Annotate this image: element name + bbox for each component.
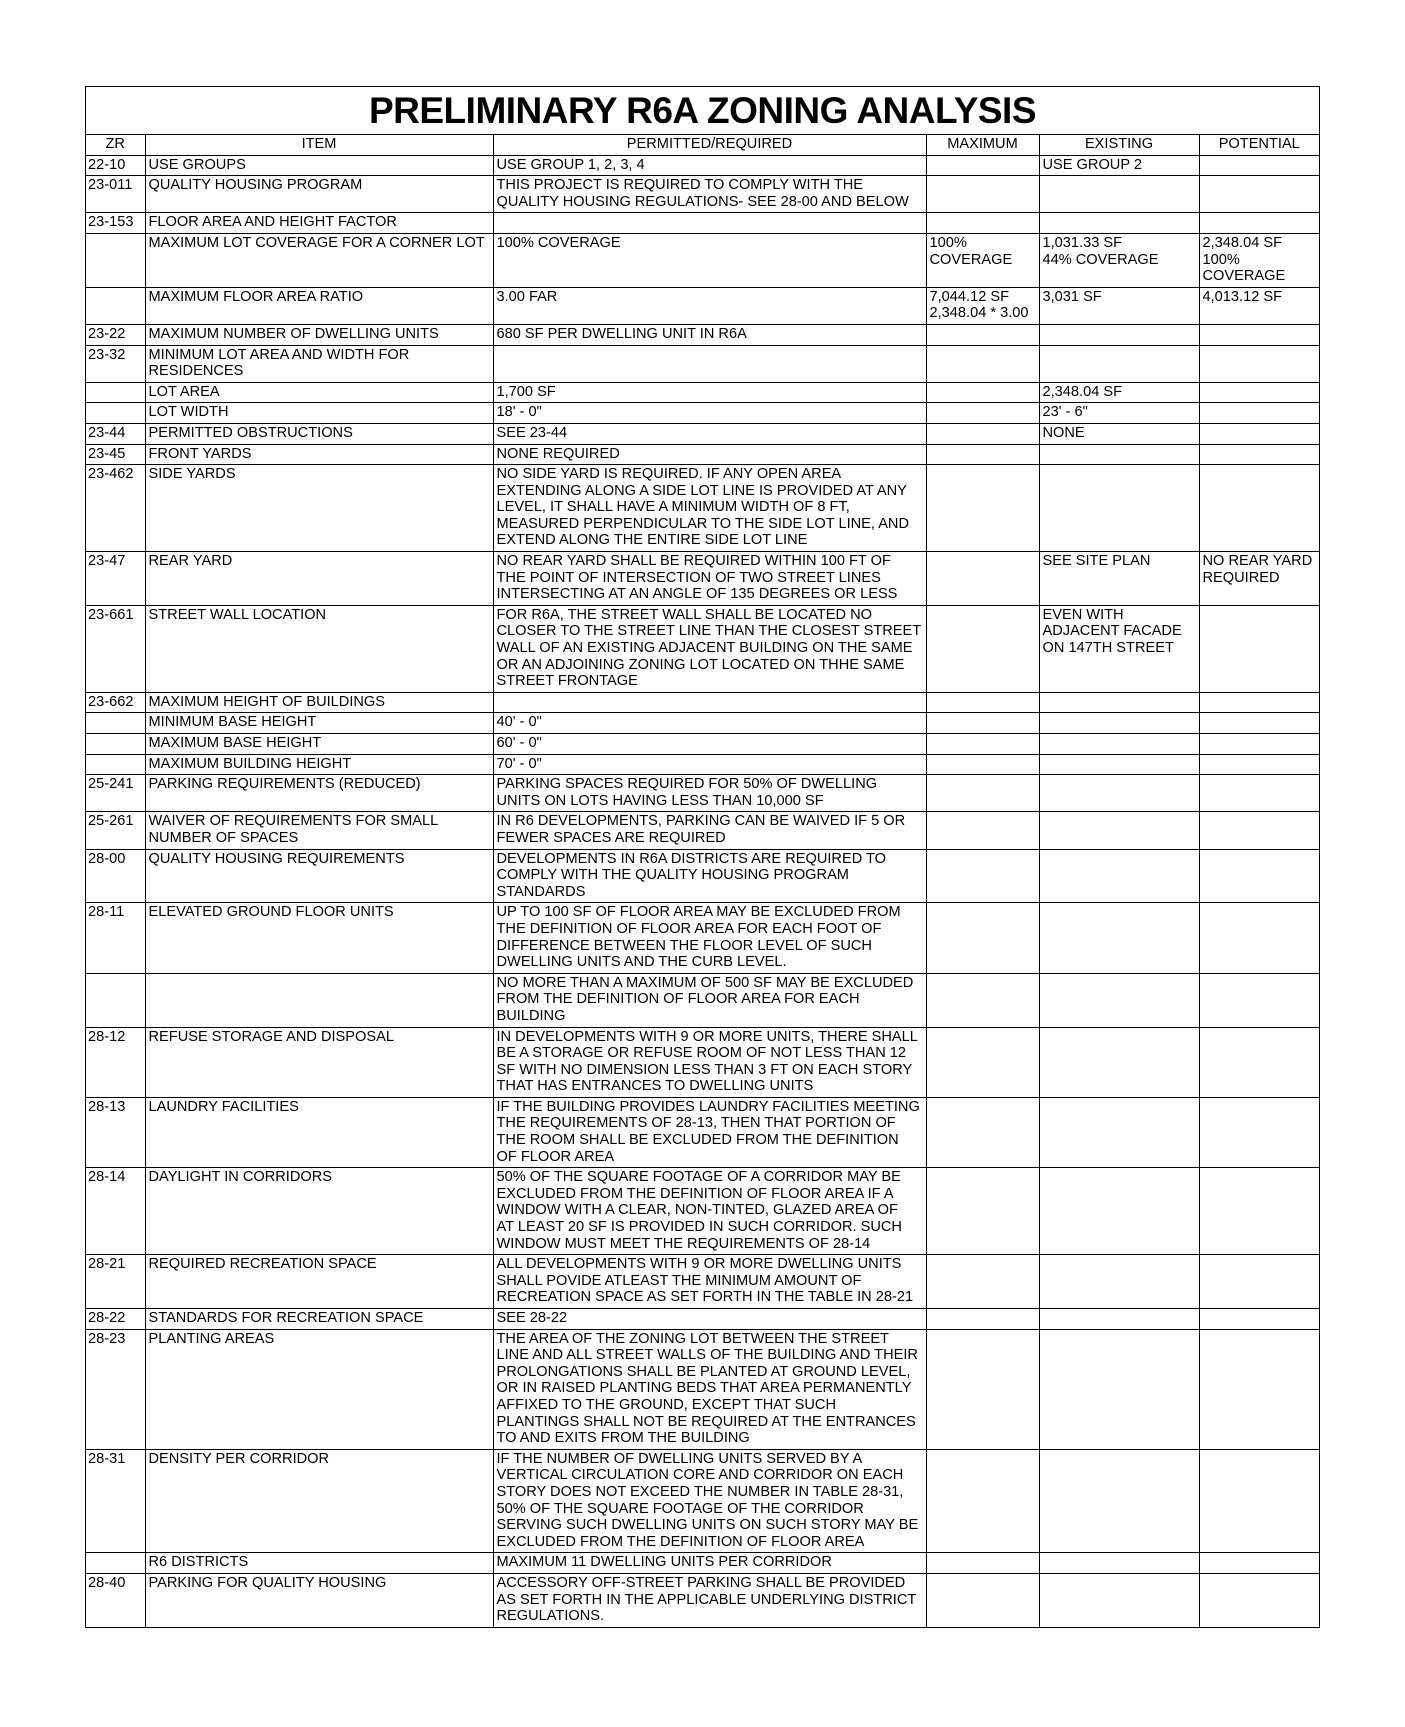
table-row <box>86 713 1319 734</box>
potential-cell <box>1199 1168 1319 1255</box>
item-cell: PLANTING AREAS <box>145 1329 493 1449</box>
potential-cell <box>1199 973 1319 1027</box>
header-row <box>86 135 1319 155</box>
table-row <box>86 1449 1319 1553</box>
maximum-cell <box>926 1573 1039 1626</box>
existing-cell: 23' - 6" <box>1039 403 1199 424</box>
existing-cell <box>1039 1027 1199 1097</box>
item-cell: QUALITY HOUSING REQUIREMENTS <box>145 849 493 903</box>
maximum-cell <box>926 1553 1039 1574</box>
permitted-cell: 3.00 FAR <box>493 287 926 324</box>
table-row <box>86 849 1319 903</box>
maximum-cell <box>926 1027 1039 1097</box>
existing-cell: EVEN WITH ADJACENT FACADE ON 147TH STREET <box>1039 605 1199 692</box>
potential-cell <box>1199 754 1319 775</box>
potential-cell <box>1199 812 1319 849</box>
item-cell: PERMITTED OBSTRUCTIONS <box>145 423 493 444</box>
column-header-potential: POTENTIAL <box>1199 135 1319 155</box>
table-row <box>86 176 1319 213</box>
permitted-cell: 1,700 SF <box>493 382 926 403</box>
item-cell: LAUNDRY FACILITIES <box>145 1097 493 1167</box>
item-cell: MAXIMUM BUILDING HEIGHT <box>145 754 493 775</box>
permitted-cell: IN DEVELOPMENTS WITH 9 OR MORE UNITS, THERE SHALL BE A STORAGE OR REFUSE ROOM OF NOT LESS THAN 12 SF WITH NO DIMENSION LESS THAN 3 FT ON EACH STORY THAT HAS ENTRANCES TO DWELLING UNITS <box>493 1027 926 1097</box>
zr-cell: 28-40 <box>86 1573 145 1626</box>
zr-cell: 25-241 <box>86 775 145 812</box>
zr-cell: 23-22 <box>86 324 145 345</box>
maximum-cell <box>926 155 1039 176</box>
zr-cell <box>86 1553 145 1574</box>
table-row <box>86 973 1319 1027</box>
table-row <box>86 1097 1319 1167</box>
permitted-cell: ACCESSORY OFF-STREET PARKING SHALL BE PROVIDED AS SET FORTH IN THE APPLICABLE UNDERLYING DISTRICT REGULATIONS. <box>493 1573 926 1626</box>
item-cell: QUALITY HOUSING PROGRAM <box>145 176 493 213</box>
table-row <box>86 1168 1319 1255</box>
item-cell: MAXIMUM HEIGHT OF BUILDINGS <box>145 692 493 713</box>
maximum-cell <box>926 444 1039 465</box>
permitted-cell: PARKING SPACES REQUIRED FOR 50% OF DWELLING UNITS ON LOTS HAVING LESS THAN 10,000 SF <box>493 775 926 812</box>
potential-cell <box>1199 444 1319 465</box>
permitted-cell: DEVELOPMENTS IN R6A DISTRICTS ARE REQUIRED TO COMPLY WITH THE QUALITY HOUSING PROGRAM STANDARDS <box>493 849 926 903</box>
permitted-cell: UP TO 100 SF OF FLOOR AREA MAY BE EXCLUDED FROM THE DEFINITION OF FLOOR AREA FOR EACH FOOT OF DIFFERENCE BETWEEN THE FLOOR LEVEL OF SUCH DWELLING UNITS AND THE CURB LEVEL. <box>493 903 926 973</box>
column-header-permitted: PERMITTED/REQUIRED <box>493 135 926 155</box>
existing-cell: NONE <box>1039 423 1199 444</box>
potential-cell <box>1199 324 1319 345</box>
zoning-analysis-sheet <box>85 86 1320 1628</box>
potential-cell <box>1199 775 1319 812</box>
item-cell: LOT AREA <box>145 382 493 403</box>
table-row <box>86 692 1319 713</box>
permitted-cell: THE AREA OF THE ZONING LOT BETWEEN THE STREET LINE AND ALL STREET WALLS OF THE BUILDING AND THEIR PROLONGATIONS SHALL BE PLANTED AT GROUND LEVEL, OR IN RAISED PLANTING BEDS THAT AREA PERMANENTLY AFFIXED TO THE GROUND, EXCEPT THAT SUCH PLANTINGS SHALL NOT BE REQUIRED AT THE ENTRANCES TO AND EXITS FROM THE BUILDING <box>493 1329 926 1449</box>
zr-cell: 23-661 <box>86 605 145 692</box>
maximum-cell <box>926 1449 1039 1553</box>
maximum-cell <box>926 1309 1039 1330</box>
item-cell: R6 DISTRICTS <box>145 1553 493 1574</box>
permitted-cell: 18' - 0" <box>493 403 926 424</box>
item-cell: PARKING FOR QUALITY HOUSING <box>145 1573 493 1626</box>
table-row <box>86 1255 1319 1309</box>
zr-cell: 23-47 <box>86 552 145 606</box>
existing-cell: 2,348.04 SF <box>1039 382 1199 403</box>
zr-cell: 23-45 <box>86 444 145 465</box>
maximum-cell: 7,044.12 SF 2,348.04 * 3.00 <box>926 287 1039 324</box>
table-row <box>86 423 1319 444</box>
existing-cell <box>1039 1573 1199 1626</box>
maximum-cell <box>926 1329 1039 1449</box>
column-header-existing: EXISTING <box>1039 135 1199 155</box>
table-row <box>86 345 1319 382</box>
item-cell: MAXIMUM FLOOR AREA RATIO <box>145 287 493 324</box>
item-cell: DAYLIGHT IN CORRIDORS <box>145 1168 493 1255</box>
existing-cell <box>1039 1309 1199 1330</box>
maximum-cell <box>926 775 1039 812</box>
maximum-cell <box>926 176 1039 213</box>
existing-cell <box>1039 1168 1199 1255</box>
table-body <box>86 155 1319 1627</box>
permitted-cell: SEE 28-22 <box>493 1309 926 1330</box>
item-cell: MAXIMUM NUMBER OF DWELLING UNITS <box>145 324 493 345</box>
potential-cell <box>1199 465 1319 552</box>
potential-cell <box>1199 1449 1319 1553</box>
zr-cell: 25-261 <box>86 812 145 849</box>
permitted-cell <box>493 345 926 382</box>
maximum-cell <box>926 465 1039 552</box>
table-row <box>86 812 1319 849</box>
permitted-cell: IF THE NUMBER OF DWELLING UNITS SERVED BY A VERTICAL CIRCULATION CORE AND CORRIDOR ON EACH STORY DOES NOT EXCEED THE NUMBER IN TABLE 28-31, 50% OF THE SQUARE FOOTAGE OF THE CORRIDOR SERVING SUCH DWELLING UNITS ON SUCH STORY MAY BE EXCLUDED FROM THE DEFINITION OF FLOOR AREA <box>493 1449 926 1553</box>
maximum-cell: 100% COVERAGE <box>926 233 1039 287</box>
permitted-cell: IF THE BUILDING PROVIDES LAUNDRY FACILITIES MEETING THE REQUIREMENTS OF 28-13, THEN THAT PORTION OF THE ROOM SHALL BE EXCLUDED FROM THE DEFINITION OF FLOOR AREA <box>493 1097 926 1167</box>
permitted-cell: 60' - 0" <box>493 734 926 755</box>
permitted-cell: 70' - 0" <box>493 754 926 775</box>
existing-cell <box>1039 345 1199 382</box>
potential-cell <box>1199 176 1319 213</box>
table-row <box>86 155 1319 176</box>
permitted-cell: 50% OF THE SQUARE FOOTAGE OF A CORRIDOR MAY BE EXCLUDED FROM THE DEFINITION OF FLOOR AREA IF A WINDOW WITH A CLEAR, NON-TINTED, GLAZED AREA OF AT LEAST 20 SF IS PROVIDED IN SUCH CORRIDOR. SUCH WINDOW MUST MEET THE REQUIREMENTS OF 28-14 <box>493 1168 926 1255</box>
maximum-cell <box>926 213 1039 234</box>
potential-cell <box>1199 903 1319 973</box>
existing-cell: USE GROUP 2 <box>1039 155 1199 176</box>
maximum-cell <box>926 1168 1039 1255</box>
table-row <box>86 233 1319 287</box>
column-header-zr: ZR <box>86 135 145 155</box>
maximum-cell <box>926 552 1039 606</box>
item-cell: MAXIMUM LOT COVERAGE FOR A CORNER LOT <box>145 233 493 287</box>
existing-cell <box>1039 713 1199 734</box>
potential-cell <box>1199 155 1319 176</box>
table-row <box>86 1553 1319 1574</box>
existing-cell <box>1039 692 1199 713</box>
existing-cell <box>1039 775 1199 812</box>
maximum-cell <box>926 692 1039 713</box>
table-row <box>86 605 1319 692</box>
potential-cell: 2,348.04 SF 100% COVERAGE <box>1199 233 1319 287</box>
item-cell: LOT WIDTH <box>145 403 493 424</box>
potential-cell <box>1199 849 1319 903</box>
existing-cell <box>1039 849 1199 903</box>
permitted-cell: FOR R6A, THE STREET WALL SHALL BE LOCATED NO CLOSER TO THE STREET LINE THAN THE CLOSEST STREET WALL OF AN EXISTING ADJACENT BUILDING ON THE SAME OR AN ADJOINING ZONING LOT LOCATED ON THHE SAME STREET FRONTAGE <box>493 605 926 692</box>
item-cell: DENSITY PER CORRIDOR <box>145 1449 493 1553</box>
maximum-cell <box>926 903 1039 973</box>
zr-cell <box>86 382 145 403</box>
zr-cell: 28-14 <box>86 1168 145 1255</box>
maximum-cell <box>926 1255 1039 1309</box>
zr-cell <box>86 734 145 755</box>
maximum-cell <box>926 812 1039 849</box>
item-cell: STANDARDS FOR RECREATION SPACE <box>145 1309 493 1330</box>
existing-cell <box>1039 973 1199 1027</box>
existing-cell <box>1039 465 1199 552</box>
potential-cell <box>1199 734 1319 755</box>
existing-cell <box>1039 176 1199 213</box>
table-row <box>86 1573 1319 1626</box>
existing-cell: 3,031 SF <box>1039 287 1199 324</box>
maximum-cell <box>926 734 1039 755</box>
permitted-cell: ALL DEVELOPMENTS WITH 9 OR MORE DWELLING UNITS SHALL POVIDE ATLEAST THE MINIMUM AMOUNT OF RECREATION SPACE AS SET FORTH IN THE TABLE IN 28-21 <box>493 1255 926 1309</box>
permitted-cell: SEE 23-44 <box>493 423 926 444</box>
permitted-cell: USE GROUP 1, 2, 3, 4 <box>493 155 926 176</box>
item-cell: MINIMUM BASE HEIGHT <box>145 713 493 734</box>
table-row <box>86 213 1319 234</box>
maximum-cell <box>926 403 1039 424</box>
maximum-cell <box>926 345 1039 382</box>
zr-cell: 23-44 <box>86 423 145 444</box>
item-cell: REFUSE STORAGE AND DISPOSAL <box>145 1027 493 1097</box>
zr-cell <box>86 287 145 324</box>
table-row <box>86 382 1319 403</box>
permitted-cell: IN R6 DEVELOPMENTS, PARKING CAN BE WAIVED IF 5 OR FEWER SPACES ARE REQUIRED <box>493 812 926 849</box>
zr-cell: 23-011 <box>86 176 145 213</box>
table-row <box>86 1329 1319 1449</box>
zr-cell <box>86 713 145 734</box>
existing-cell <box>1039 734 1199 755</box>
existing-cell <box>1039 213 1199 234</box>
permitted-cell: 680 SF PER DWELLING UNIT IN R6A <box>493 324 926 345</box>
existing-cell: 1,031.33 SF 44% COVERAGE <box>1039 233 1199 287</box>
maximum-cell <box>926 973 1039 1027</box>
permitted-cell <box>493 692 926 713</box>
potential-cell <box>1199 713 1319 734</box>
item-cell: WAIVER OF REQUIREMENTS FOR SMALL NUMBER OF SPACES <box>145 812 493 849</box>
zr-cell: 23-32 <box>86 345 145 382</box>
item-cell: REAR YARD <box>145 552 493 606</box>
maximum-cell <box>926 713 1039 734</box>
table-row <box>86 775 1319 812</box>
potential-cell <box>1199 403 1319 424</box>
existing-cell <box>1039 1553 1199 1574</box>
permitted-cell: 40' - 0" <box>493 713 926 734</box>
table-row <box>86 754 1319 775</box>
potential-cell <box>1199 1329 1319 1449</box>
potential-cell <box>1199 1255 1319 1309</box>
maximum-cell <box>926 1097 1039 1167</box>
existing-cell <box>1039 1097 1199 1167</box>
item-cell: MAXIMUM BASE HEIGHT <box>145 734 493 755</box>
item-cell: STREET WALL LOCATION <box>145 605 493 692</box>
zr-cell: 28-31 <box>86 1449 145 1553</box>
maximum-cell <box>926 423 1039 444</box>
potential-cell <box>1199 605 1319 692</box>
potential-cell <box>1199 1553 1319 1574</box>
table-row <box>86 287 1319 324</box>
table-row <box>86 903 1319 973</box>
table-row <box>86 1027 1319 1097</box>
permitted-cell: NO SIDE YARD IS REQUIRED. IF ANY OPEN AREA EXTENDING ALONG A SIDE LOT LINE IS PROVIDED AT ANY LEVEL, IT SHALL HAVE A MINIMUM WIDTH OF 8 FT, MEASURED PERPENDICULAR TO THE SIDE LOT LINE, AND EXTEND ALONG THE ENTIRE SIDE LOT LINE <box>493 465 926 552</box>
existing-cell <box>1039 324 1199 345</box>
potential-cell <box>1199 382 1319 403</box>
maximum-cell <box>926 382 1039 403</box>
item-cell: PARKING REQUIREMENTS (REDUCED) <box>145 775 493 812</box>
existing-cell: SEE SITE PLAN <box>1039 552 1199 606</box>
table-row <box>86 734 1319 755</box>
table-row <box>86 552 1319 606</box>
permitted-cell: NO REAR YARD SHALL BE REQUIRED WITHIN 100 FT OF THE POINT OF INTERSECTION OF TWO STREET LINES INTERSECTING AT AN ANGLE OF 135 DEGREES OR LESS <box>493 552 926 606</box>
permitted-cell: MAXIMUM 11 DWELLING UNITS PER CORRIDOR <box>493 1553 926 1574</box>
item-cell: USE GROUPS <box>145 155 493 176</box>
zr-cell <box>86 754 145 775</box>
table-row <box>86 444 1319 465</box>
zr-cell: 28-13 <box>86 1097 145 1167</box>
potential-cell <box>1199 1097 1319 1167</box>
potential-cell <box>1199 423 1319 444</box>
item-cell: SIDE YARDS <box>145 465 493 552</box>
zr-cell <box>86 233 145 287</box>
zr-cell <box>86 403 145 424</box>
potential-cell <box>1199 213 1319 234</box>
maximum-cell <box>926 849 1039 903</box>
potential-cell <box>1199 345 1319 382</box>
permitted-cell: NO MORE THAN A MAXIMUM OF 500 SF MAY BE EXCLUDED FROM THE DEFINITION OF FLOOR AREA FOR EACH BUILDING <box>493 973 926 1027</box>
potential-cell <box>1199 692 1319 713</box>
maximum-cell <box>926 324 1039 345</box>
column-header-maximum: MAXIMUM <box>926 135 1039 155</box>
existing-cell <box>1039 1329 1199 1449</box>
item-cell: REQUIRED RECREATION SPACE <box>145 1255 493 1309</box>
potential-cell <box>1199 1573 1319 1626</box>
zr-cell: 23-153 <box>86 213 145 234</box>
page-title: PRELIMINARY R6A ZONING ANALYSIS <box>86 87 1319 135</box>
zr-cell: 22-10 <box>86 155 145 176</box>
item-cell: FLOOR AREA AND HEIGHT FACTOR <box>145 213 493 234</box>
column-header-item: ITEM <box>145 135 493 155</box>
zr-cell: 28-00 <box>86 849 145 903</box>
item-cell: ELEVATED GROUND FLOOR UNITS <box>145 903 493 973</box>
zr-cell: 28-23 <box>86 1329 145 1449</box>
table-row <box>86 465 1319 552</box>
table-row <box>86 324 1319 345</box>
zr-cell: 23-662 <box>86 692 145 713</box>
permitted-cell: 100% COVERAGE <box>493 233 926 287</box>
table-row <box>86 1309 1319 1330</box>
item-cell: MINIMUM LOT AREA AND WIDTH FOR RESIDENCES <box>145 345 493 382</box>
existing-cell <box>1039 812 1199 849</box>
item-cell <box>145 973 493 1027</box>
table-row <box>86 403 1319 424</box>
potential-cell: 4,013.12 SF <box>1199 287 1319 324</box>
permitted-cell: THIS PROJECT IS REQUIRED TO COMPLY WITH THE QUALITY HOUSING REGULATIONS- SEE 28-00 AND BELOW <box>493 176 926 213</box>
zr-cell <box>86 973 145 1027</box>
zr-cell: 28-22 <box>86 1309 145 1330</box>
zr-cell: 28-11 <box>86 903 145 973</box>
existing-cell <box>1039 903 1199 973</box>
zr-cell: 28-21 <box>86 1255 145 1309</box>
permitted-cell: NONE REQUIRED <box>493 444 926 465</box>
maximum-cell <box>926 605 1039 692</box>
potential-cell <box>1199 1027 1319 1097</box>
existing-cell <box>1039 444 1199 465</box>
maximum-cell <box>926 754 1039 775</box>
zoning-table <box>86 135 1319 1627</box>
potential-cell: NO REAR YARD REQUIRED <box>1199 552 1319 606</box>
zr-cell: 28-12 <box>86 1027 145 1097</box>
existing-cell <box>1039 754 1199 775</box>
permitted-cell <box>493 213 926 234</box>
potential-cell <box>1199 1309 1319 1330</box>
zr-cell: 23-462 <box>86 465 145 552</box>
item-cell: FRONT YARDS <box>145 444 493 465</box>
existing-cell <box>1039 1449 1199 1553</box>
existing-cell <box>1039 1255 1199 1309</box>
